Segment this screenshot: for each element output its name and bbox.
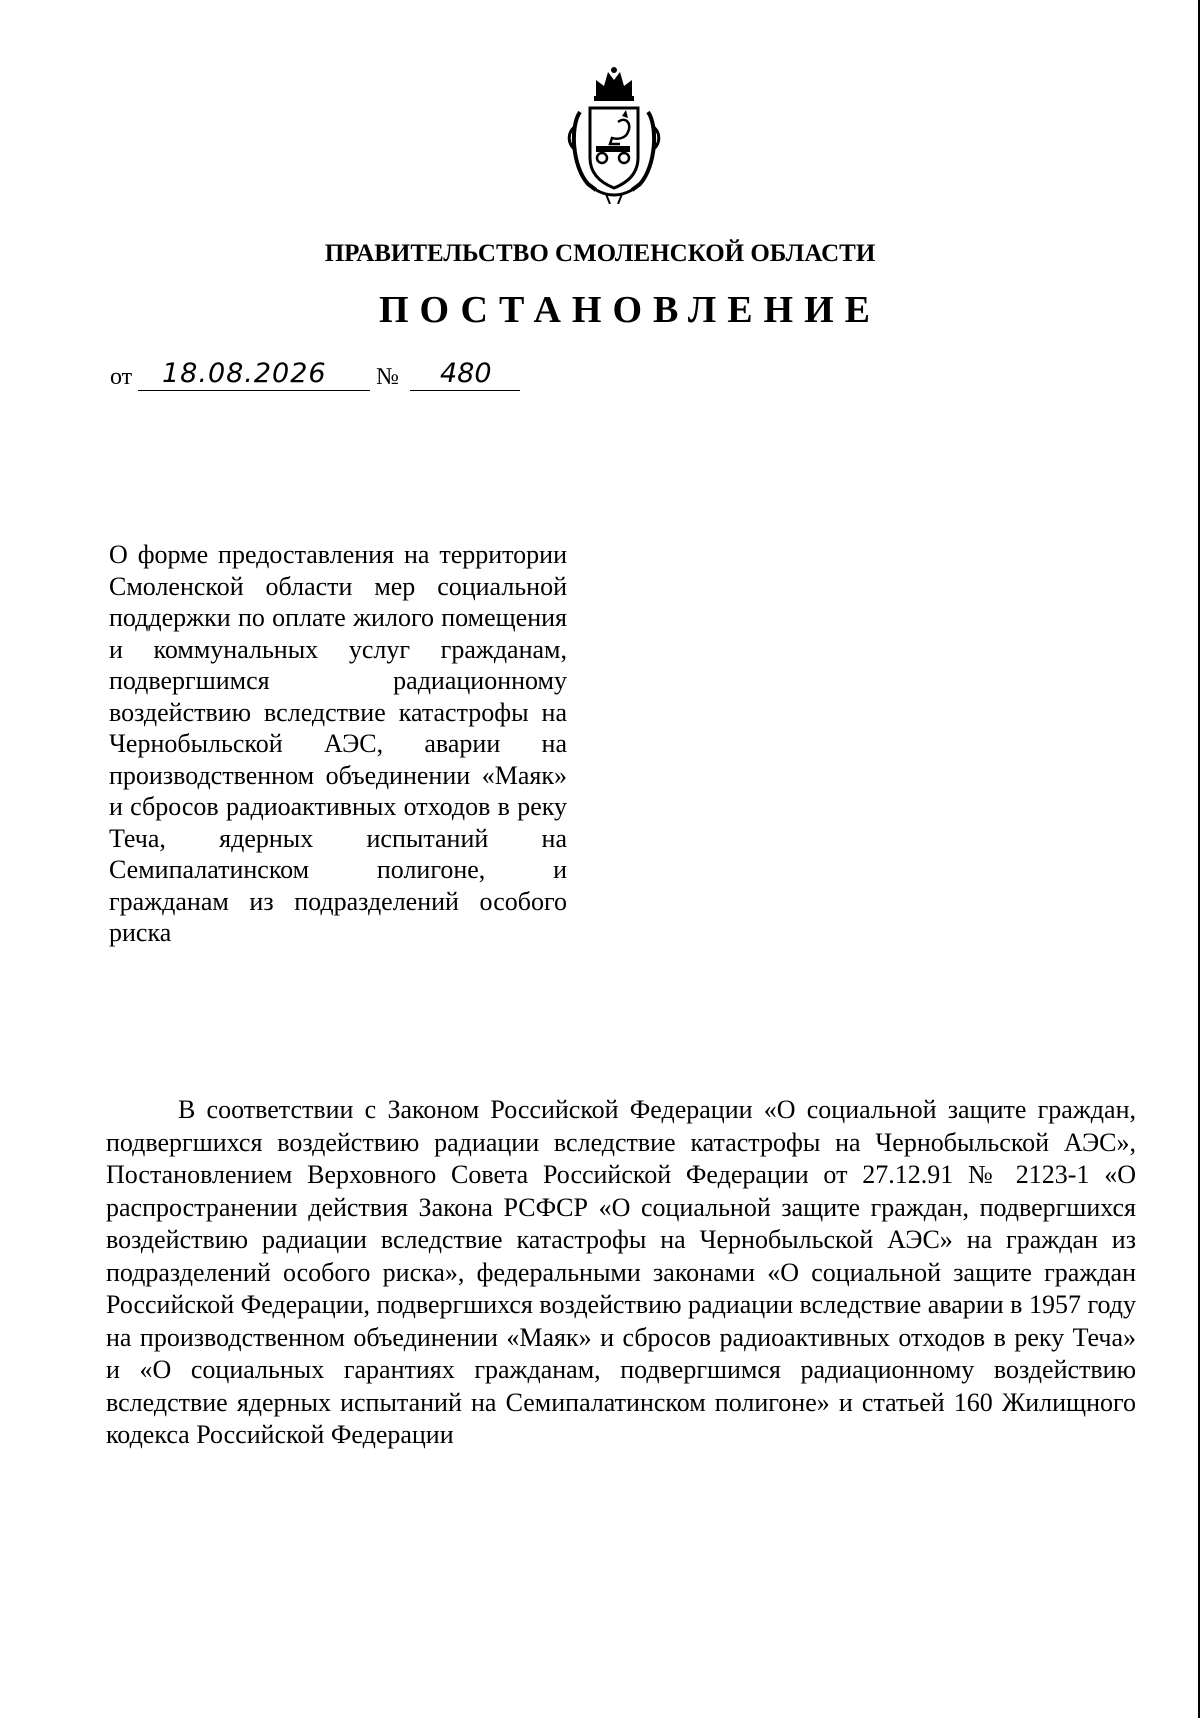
coat-of-arms-icon [566,66,662,204]
government-title: ПРАВИТЕЛЬСТВО СМОЛЕНСКОЙ ОБЛАСТИ [324,240,876,267]
document-type-title: ПОСТАНОВЛЕНИЕ [378,289,882,331]
preamble-paragraph: В соответствии с Законом Российской Федерации «О социальной защите граждан, подвергшихся воздействию радиации вследствие катастрофы на Чернобыльской АЭС», Постановлением Верховного Совета Российской Федерации от 27.12.91 № 2123-1 «О распространении действия Закона РСФСР «О социальной защите граждан, подвергшихся воздействию радиации вследствие катастрофы на Чернобыльской АЭС» на граждан из подразделений особого риска», федеральными законами «О социальной защите граждан Российской Федерации, подвергшихся воздействию радиации вследствие аварии в 1957 году на производственном объединении «Маяк» и сбросов радиоактивных отходов в реку Теча» и «О социальных гарантиях гражданам, подвергшимся радиационному воздействию вследствие ядерных испытаний на Семипалатинском полигоне» и статьей 160 Жилищного кодекса Российской Федерации [106,1095,1136,1449]
document-number: 480 [410,360,520,391]
document-date: 18.08.2026 [138,360,370,391]
document-subject: О форме предоставления на территории Смоленской области мер социальной поддержки по оплате жилого помещения и коммунальных услуг гражданам, подвергшимся радиационному воздействию вследствие катастрофы на Чернобыльской АЭС, аварии на производственном объединении «Маяк» и сбросов радиоактивных отходов в реку Теча, ядерных испытаний на Семипалатинском полигоне, и гражданам из подразделений особого риска [109,540,567,947]
date-label: от [110,364,133,390]
number-label: № [376,364,399,390]
